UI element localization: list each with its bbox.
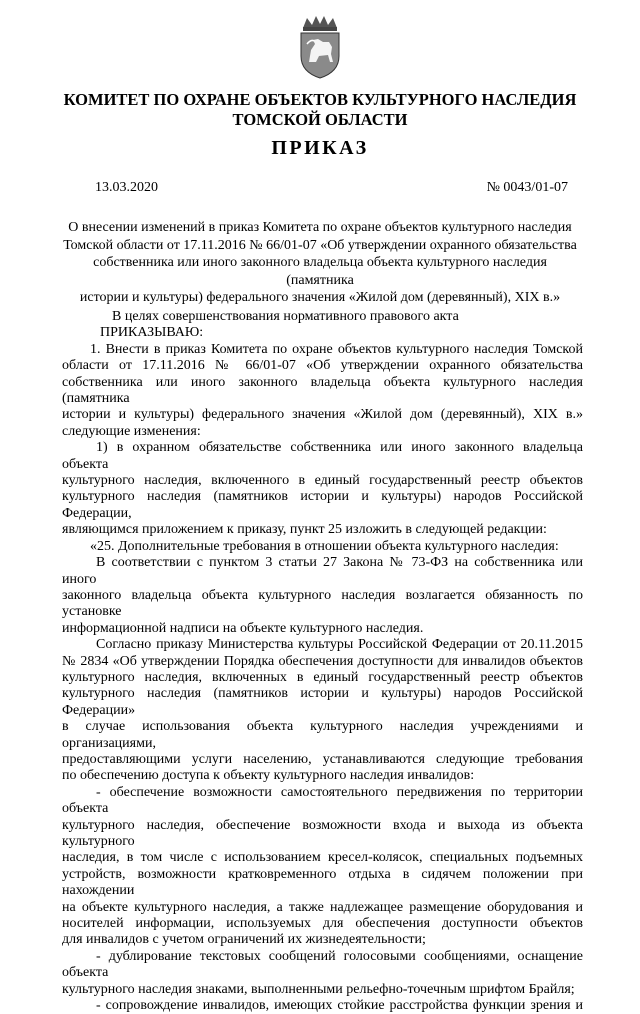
body-line: по обеспечению доступа к объекту культурного наследия инвалидов: (62, 768, 475, 784)
body-line: информационной надписи на объекте культурного наследия. (62, 620, 424, 636)
body-line: культурного наследия (памятников истории и культуры) народов Российской Федерации» (62, 686, 583, 718)
body-line: для инвалидов с учетом ограничений их жизнедеятельности; (62, 932, 426, 948)
body-line: культурного наследия знаками, выполненными рельефно-точечным шрифтом Брайля; (62, 981, 575, 997)
tomsk-oblast-coat-of-arms-icon (293, 14, 347, 80)
body-line: культурного наследия (памятников истории и культуры) народов Российской Федерации, (62, 489, 583, 521)
subject-line: истории и культуры) федерального значения «Жилой дом (деревянный), XIX в.» (79, 290, 561, 305)
body-line: предоставляющими услуги населению, устанавливаются следующие требования (62, 751, 583, 767)
body-line: № 2834 «Об утверждении Порядка обеспечения доступности для инвалидов объектов (62, 653, 583, 669)
body-line: истории и культуры) федерального значения «Жилой дом (деревянный), XIX в.» (62, 407, 583, 423)
body-line: устройств, возможности кратковременного отдыха в сидячем положении при нахождении (62, 866, 583, 899)
body-line: собственника или иного законного владельца объекта культурного наследия (памятника (62, 374, 583, 407)
body-line: культурного наследия, включенного в единый государственный реестр объектов (62, 473, 583, 489)
document-body (62, 309, 583, 1014)
body-line: носителей информации, используемых для обеспечения доступности объектов (62, 916, 583, 932)
body-line: наследия, в том числе с использованием кресел-колясок, специальных подъемных (62, 850, 583, 866)
body-line: культурного наследия, обеспечение возможности входа и выхода из объекта культурного (62, 817, 583, 849)
body-line: в случае использования объекта культурного наследия учреждениями и организациями, (62, 719, 583, 751)
document-subject (62, 219, 578, 307)
organization-name: КОМИТЕТ ПО ОХРАНЕ ОБЪЕКТОВ КУЛЬТУРНОГО НАСЛЕДИЯ (63, 90, 577, 109)
body-line: В соответствии с пунктом 3 статьи 27 Закона № 73-ФЗ на собственника или иного (62, 555, 583, 587)
subject-line: собственника или иного законного владельца объекта культурного наследия (памятника (93, 255, 547, 288)
body-line: культурного наследия, включенных в единый государственный реестр объектов (62, 669, 583, 685)
body-line: - дублирование текстовых сообщений голосовыми сообщениями, оснащение объекта (62, 948, 583, 981)
body-line: «25. Дополнительные требования в отношении объекта культурного наследия: (90, 538, 559, 554)
body-line: Согласно приказу Министерства культуры Российской Федерации от 20.11.2015 (96, 637, 583, 653)
document-title: ПРИКАЗ (271, 137, 369, 159)
body-line: - обеспечение возможности самостоятельного передвижения по территории объекта (62, 784, 583, 817)
body-line: - сопровождение инвалидов, имеющих стойкие расстройства функции зрения и (96, 998, 583, 1014)
body-line: на объекте культурного наследия, а также надлежащее размещение оборудования и (62, 899, 583, 915)
body-line: ПРИКАЗЫВАЮ: (100, 325, 204, 341)
document-date: 13.03.2020 (95, 180, 158, 195)
body-line: 1. Внести в приказ Комитета по охране объектов культурного наследия Томской (90, 341, 583, 357)
body-line: В целях совершенствования нормативного правового акта (112, 309, 459, 324)
document-number: № 0043/01-07 (486, 180, 568, 195)
body-line: следующие изменения: (62, 423, 201, 439)
body-line: законного владельца объекта культурного наследия возлагается обязанность по установке (62, 587, 583, 620)
body-line: области от 17.11.2016 № 66/01-07 «Об утверждении охранного обязательства (62, 358, 583, 374)
subject-line: Томской области от 17.11.2016 № 66/01-07 «Об утверждении охранного обязательства (63, 237, 577, 253)
subject-line: О внесении изменений в приказ Комитета по охране объектов культурного наследия (68, 220, 572, 235)
organization-region: ТОМСКОЙ ОБЛАСТИ (232, 110, 408, 129)
body-line: 1) в охранном обязательстве собственника или иного законного владельца объекта (62, 440, 583, 472)
body-line: являющимся приложением к приказу, пункт 25 изложить в следующей редакции: (62, 522, 547, 538)
